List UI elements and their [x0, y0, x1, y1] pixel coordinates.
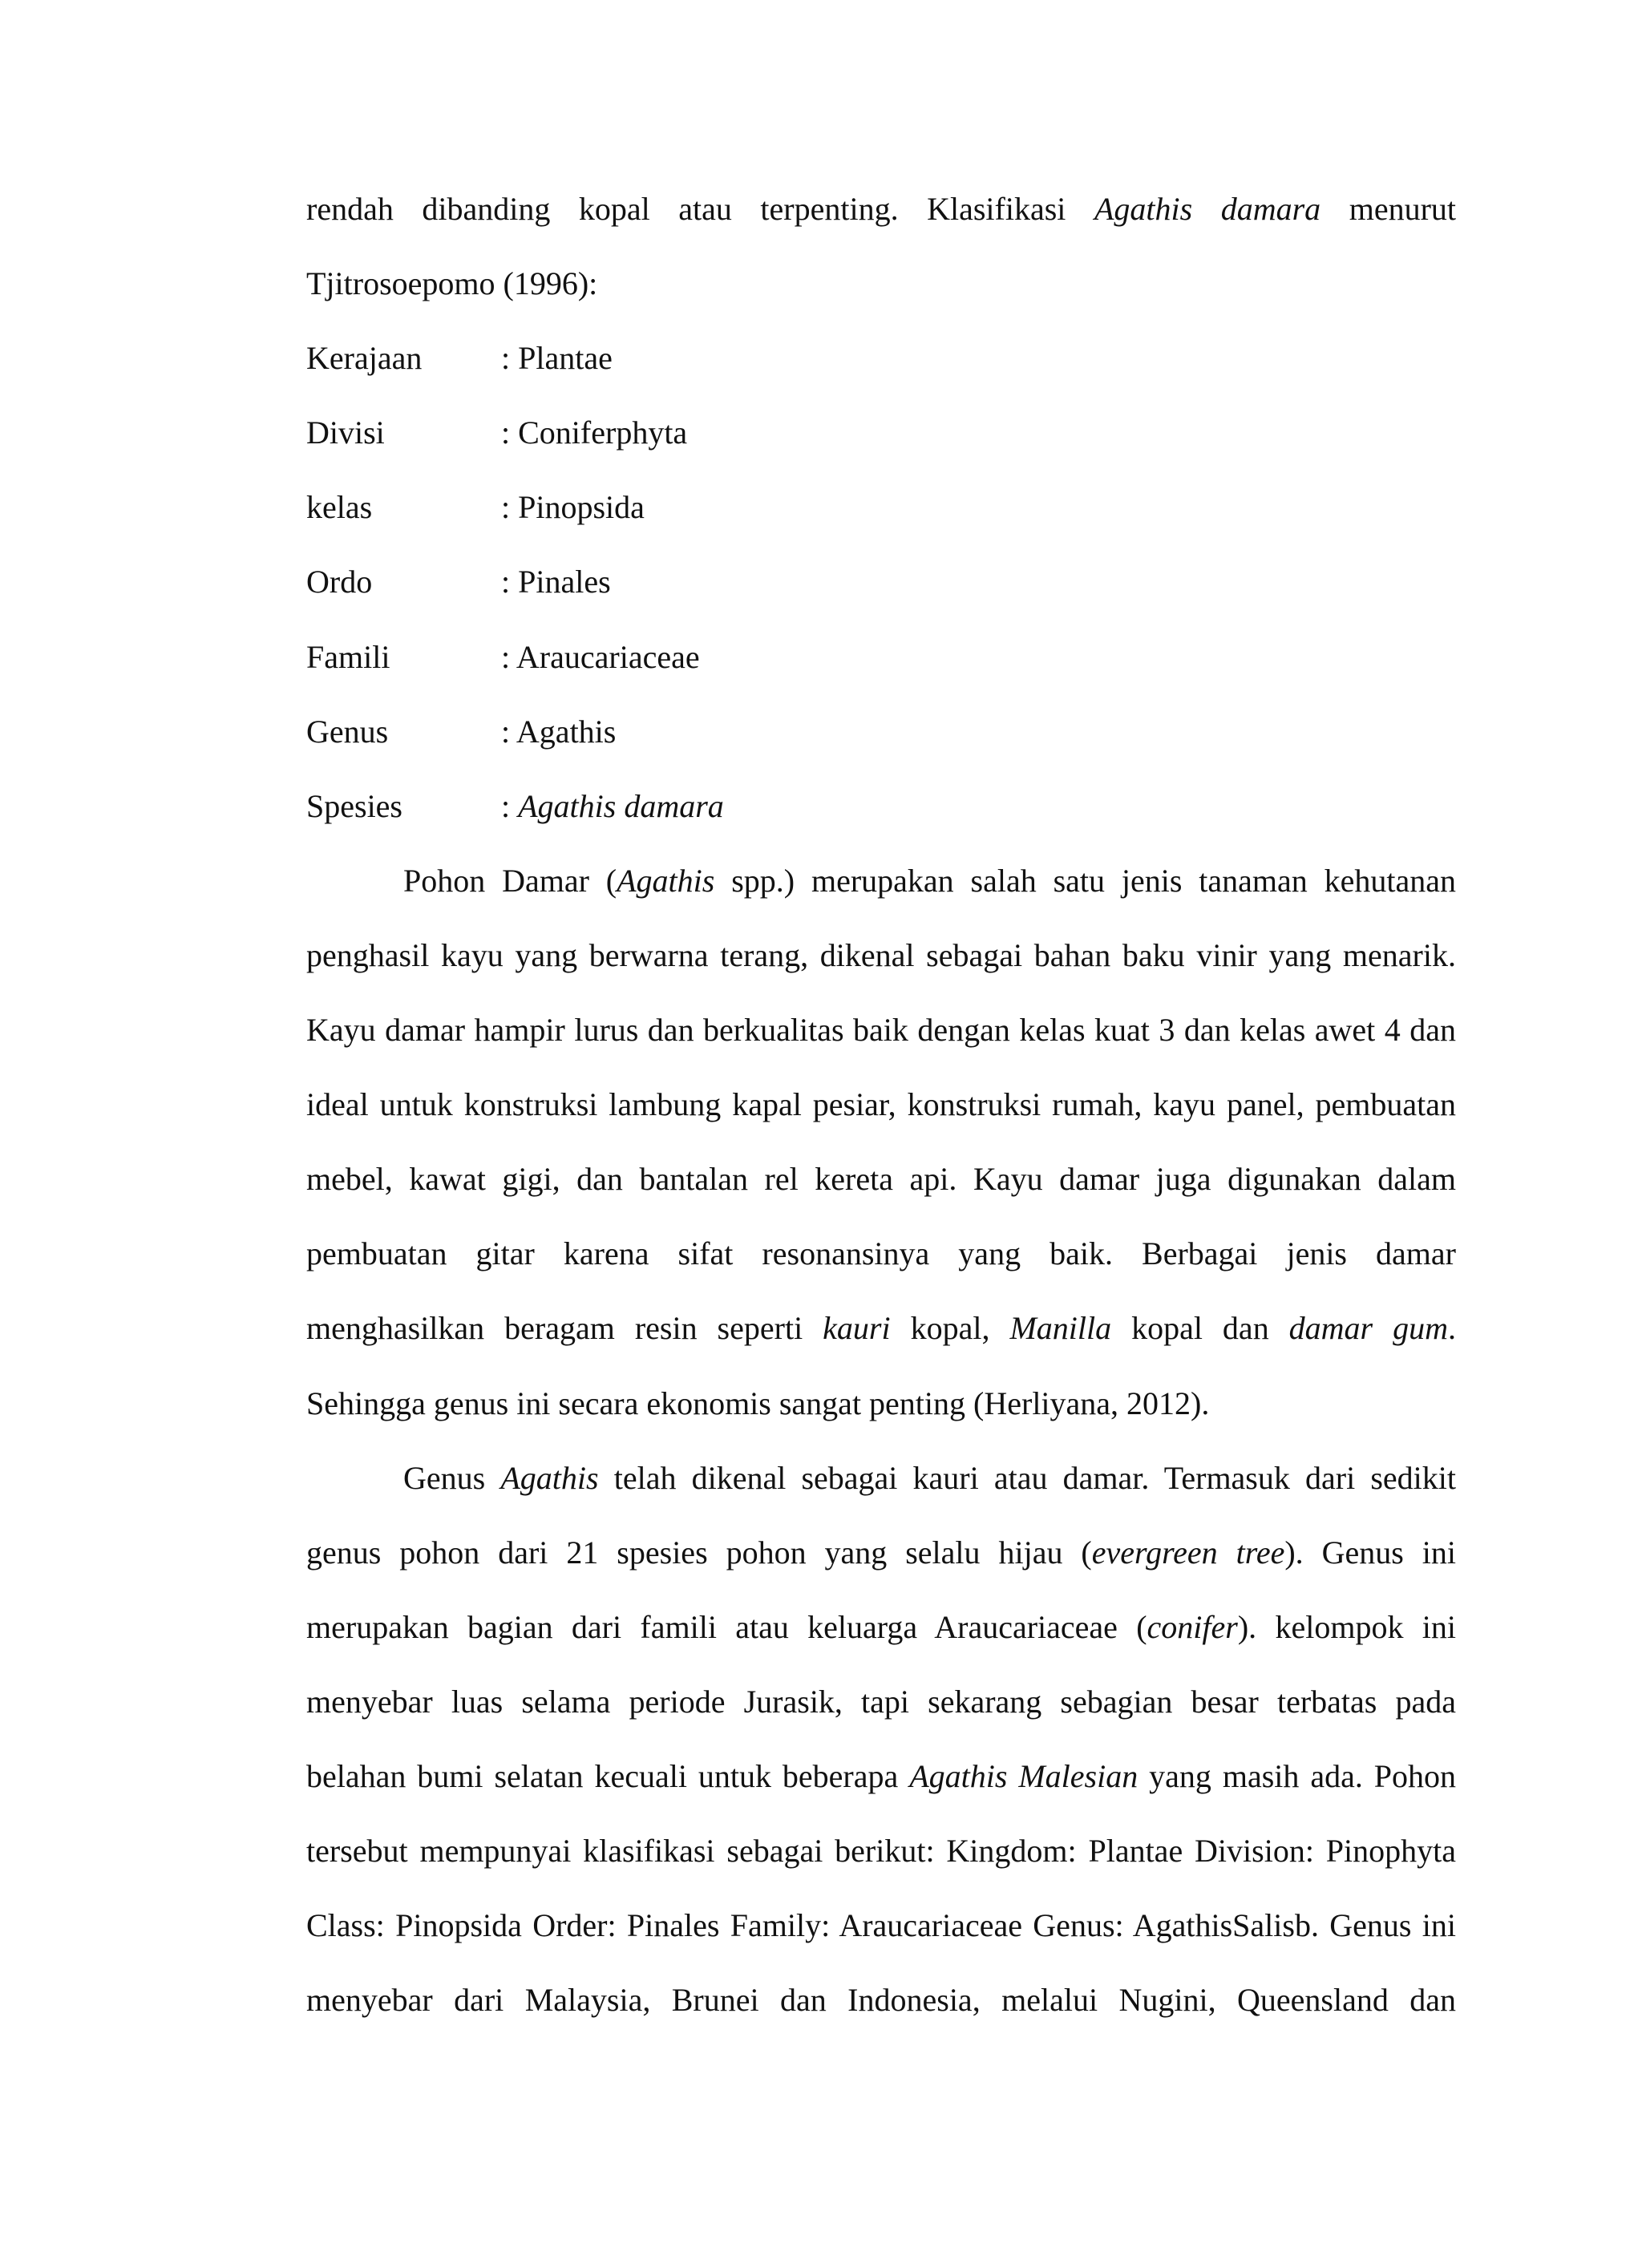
rank-label: kelas	[306, 489, 373, 526]
separator: :	[501, 340, 511, 377]
classification-row-ordo	[306, 544, 1456, 619]
document-body	[306, 172, 1456, 2037]
taxon-name: Pinopsida	[518, 489, 645, 526]
text-line	[306, 1739, 1456, 1813]
paragraph-damar	[306, 843, 1456, 1441]
text-segment: ). Genus ini	[1284, 1534, 1456, 1571]
text-segment: tersebut mempunyai klasifikasi sebagai berikut: Kingdom: Plantae Division: Pinophyta	[306, 1833, 1456, 1870]
text-line	[306, 1590, 1456, 1664]
rank-value	[501, 620, 700, 694]
text-line	[306, 1291, 1456, 1365]
text-line	[306, 1515, 1456, 1590]
text-segment: kopal,	[890, 1310, 1010, 1347]
text-line	[306, 1216, 1456, 1291]
text-line	[306, 246, 1456, 321]
text-segment: ). kelompok ini	[1237, 1608, 1456, 1645]
rank-label: Spesies	[306, 787, 402, 824]
text-segment: menurut	[1320, 191, 1457, 227]
rank-value	[501, 544, 611, 619]
text-segment: menghasilkan beragam resin seperti	[306, 1310, 823, 1347]
text-segment: menyebar luas selama periode Jurasik, tapi sekarang sebagian besar terbatas pada	[306, 1683, 1456, 1720]
text-segment: menyebar dari Malaysia, Brunei dan Indonesia, melalui Nugini, Queensland dan	[306, 1982, 1456, 2019]
separator: :	[501, 787, 511, 824]
separator: :	[501, 713, 511, 750]
text-segment: mebel, kawat gigi, dan bantalan rel kereta api. Kayu damar juga digunakan dalam	[306, 1161, 1456, 1198]
text-line	[306, 843, 1456, 918]
text-segment: rendah dibanding kopal atau terpenting. Klasifikasi	[306, 191, 1094, 227]
classification-row-kelas	[306, 470, 1456, 544]
classification-row-kerajaan	[306, 321, 1456, 395]
italic-term: Agathis	[500, 1459, 599, 1496]
intro-paragraph	[306, 172, 1456, 321]
text-line	[306, 1963, 1456, 2037]
italic-term: damar gum	[1288, 1310, 1448, 1347]
rank-value	[501, 321, 613, 395]
text-segment: Kayu damar hampir lurus dan berkualitas baik dengan kelas kuat 3 dan kelas awet 4 dan	[306, 1012, 1456, 1049]
classification-row-genus	[306, 694, 1456, 769]
rank-value	[501, 470, 645, 544]
text-segment: yang masih ada. Pohon	[1138, 1757, 1457, 1794]
italic-term: Agathis	[617, 862, 715, 899]
text-line	[306, 993, 1456, 1067]
text-segment: penghasil kayu yang berwarna terang, dikenal sebagai bahan baku vinir yang menarik.	[306, 936, 1456, 973]
rank-label: Divisi	[306, 414, 385, 451]
text-line	[306, 918, 1456, 993]
rank-value	[501, 769, 724, 843]
separator: :	[501, 638, 511, 675]
classification-row-famili	[306, 620, 1456, 694]
text-line	[306, 1813, 1456, 1888]
taxon-name: Pinales	[518, 564, 611, 600]
text-segment: telah dikenal sebagai kauri atau damar. Termasuk dari sedikit	[598, 1459, 1456, 1496]
text-line	[306, 1664, 1456, 1739]
text-segment: Genus	[403, 1459, 501, 1496]
text-segment: Tjitrosoepomo (1996):	[306, 265, 598, 302]
text-line	[306, 1441, 1456, 1515]
rank-value	[501, 694, 616, 769]
text-segment: spp.) merupakan salah satu jenis tanaman kehutanan	[714, 862, 1456, 899]
separator: :	[501, 564, 511, 600]
italic-term: Agathis damara	[1094, 191, 1321, 227]
rank-value	[501, 395, 687, 470]
classification-list	[306, 321, 1456, 843]
text-segment: kopal dan	[1111, 1310, 1289, 1347]
italic-term: conifer	[1147, 1608, 1238, 1645]
text-line	[306, 1366, 1456, 1441]
text-segment: Pohon Damar (	[403, 862, 617, 899]
text-line	[306, 1067, 1456, 1142]
text-line	[306, 172, 1456, 246]
text-segment: .	[1448, 1310, 1456, 1347]
text-segment: Class: Pinopsida Order: Pinales Family: Araucariaceae Genus: AgathisSalisb. Genus ini	[306, 1907, 1456, 1944]
taxon-name: Coniferphyta	[518, 414, 688, 451]
text-segment: Sehingga genus ini secara ekonomis sangat penting (Herliyana, 2012).	[306, 1385, 1210, 1421]
rank-label: Famili	[306, 638, 390, 675]
italic-term: Manilla	[1009, 1310, 1112, 1347]
taxon-name: Araucariaceae	[516, 638, 700, 675]
italic-term: evergreen tree	[1091, 1534, 1285, 1571]
text-segment: merupakan bagian dari famili atau keluarga Araucariaceae (	[306, 1608, 1147, 1645]
taxon-name: Agathis	[516, 713, 617, 750]
text-segment: belahan bumi selatan kecuali untuk beberapa	[306, 1757, 910, 1794]
classification-row-divisi	[306, 395, 1456, 470]
text-line	[306, 1888, 1456, 1963]
rank-label: Kerajaan	[306, 340, 423, 377]
rank-label: Genus	[306, 713, 389, 750]
italic-term: kauri	[823, 1310, 891, 1347]
separator: :	[501, 414, 511, 451]
separator: :	[501, 489, 511, 526]
paragraph-genus	[306, 1441, 1456, 2038]
text-segment: pembuatan gitar karena sifat resonansinya yang baik. Berbagai jenis damar	[306, 1235, 1456, 1272]
text-segment: ideal untuk konstruksi lambung kapal pesiar, konstruksi rumah, kayu panel, pembuatan	[306, 1086, 1456, 1123]
rank-label: Ordo	[306, 564, 373, 600]
taxon-name: Agathis damara	[518, 787, 724, 824]
classification-row-spesies	[306, 769, 1456, 843]
italic-term: Agathis Malesian	[909, 1757, 1138, 1794]
taxon-name: Plantae	[518, 340, 613, 377]
text-line	[306, 1142, 1456, 1216]
text-segment: genus pohon dari 21 spesies pohon yang selalu hijau (	[306, 1534, 1092, 1571]
